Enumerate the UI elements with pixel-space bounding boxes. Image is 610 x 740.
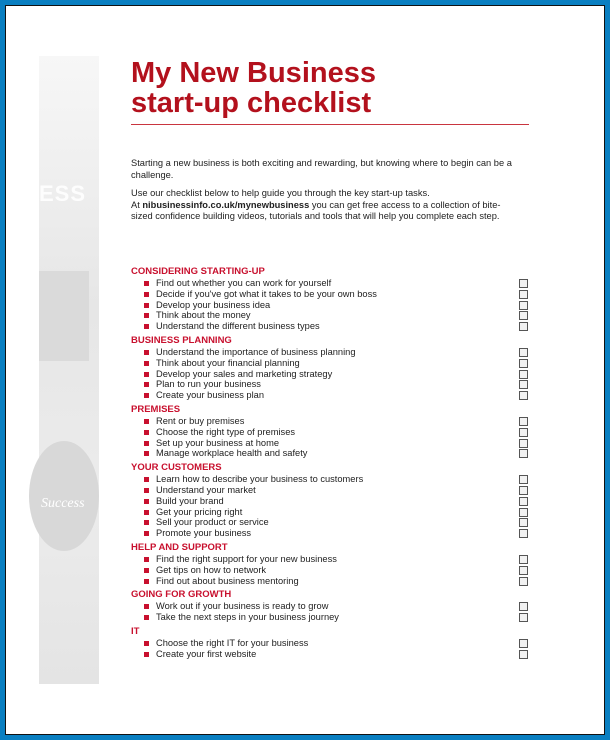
checklist-item <box>131 612 531 623</box>
checkbox[interactable] <box>519 639 528 648</box>
checklist-item-label: Manage workplace health and safety <box>156 448 308 459</box>
title-line-1: My New Business <box>131 57 376 89</box>
section-heading: PREMISES <box>131 403 181 415</box>
checklist-item-label: Take the next steps in your business journey <box>156 612 339 623</box>
checklist-item-label: Develop your business idea <box>156 299 271 310</box>
checklist-item <box>131 638 531 649</box>
checklist <box>131 263 531 660</box>
bullet-icon <box>144 557 149 562</box>
bullet-icon <box>144 313 149 318</box>
checkbox[interactable] <box>519 439 528 448</box>
checklist-item <box>131 321 531 332</box>
bullet-icon <box>144 531 149 536</box>
checklist-item <box>131 649 531 660</box>
checklist-item <box>131 358 531 369</box>
checklist-item-label: Find out whether you can work for yourself <box>156 278 332 288</box>
checklist-item-label: Think about your financial planning <box>156 357 300 368</box>
checklist-item <box>131 347 531 358</box>
checkbox[interactable] <box>519 380 528 389</box>
checklist-item <box>131 427 531 438</box>
section-heading: IT <box>131 625 140 637</box>
checklist-item <box>131 310 531 321</box>
bullet-icon <box>144 499 149 504</box>
checklist-item-label: Set up your business at home <box>156 437 279 448</box>
checkbox[interactable] <box>519 417 528 426</box>
bullet-icon <box>144 281 149 286</box>
bullet-icon <box>144 615 149 620</box>
shop-illustration <box>39 271 89 361</box>
checkbox[interactable] <box>519 486 528 495</box>
checklist-item <box>131 507 531 518</box>
checklist-item <box>131 576 531 587</box>
bullet-icon <box>144 393 149 398</box>
bullet-icon <box>144 652 149 657</box>
intro-sentence: Use our checklist below to help guide you through the key start-up tasks. <box>131 188 430 198</box>
section-heading: YOUR CUSTOMERS <box>131 462 222 474</box>
checklist-item-label: Learn how to describe your business to customers <box>156 474 364 485</box>
checkbox[interactable] <box>519 449 528 458</box>
bullet-icon <box>144 324 149 329</box>
checkbox[interactable] <box>519 497 528 506</box>
checklist-item-label: Create your first website <box>156 648 257 659</box>
checklist-item-label: Create your business plan <box>156 390 265 401</box>
checklist-item <box>131 528 531 539</box>
bullet-icon <box>144 520 149 525</box>
checkbox[interactable] <box>519 555 528 564</box>
checkbox[interactable] <box>519 311 528 320</box>
bullet-icon <box>144 361 149 366</box>
section-heading: GOING FOR GROWTH <box>131 589 232 601</box>
checklist-item <box>131 278 531 289</box>
checklist-item <box>131 496 531 507</box>
checklist-item <box>131 438 531 449</box>
checkbox[interactable] <box>519 428 528 437</box>
decor-text: Success <box>41 496 85 511</box>
checklist-item-label: Sell your product or service <box>156 517 269 528</box>
checklist-item-label: Rent or buy premises <box>156 415 245 426</box>
page-title <box>131 58 376 118</box>
bullet-icon <box>144 488 149 493</box>
checkbox[interactable] <box>519 290 528 299</box>
checkbox[interactable] <box>519 650 528 659</box>
checklist-item-label: Think about the money <box>156 310 251 321</box>
checkbox[interactable] <box>519 602 528 611</box>
checkbox[interactable] <box>519 566 528 575</box>
intro-text <box>131 158 521 230</box>
bullet-icon <box>144 477 149 482</box>
website-link[interactable]: nibusinessinfo.co.uk/mynewbusiness <box>142 199 310 210</box>
checklist-item-label: Develop your sales and marketing strategy <box>156 368 333 379</box>
checkbox[interactable] <box>519 391 528 400</box>
intro-sentence: you can get free access to a collection of bite-sized confidence building videos, tutorials and tools that will help you complete each step. <box>131 199 501 221</box>
title-divider <box>131 124 529 125</box>
checklist-item-label: Understand the importance of business planning <box>156 346 356 357</box>
bullet-icon <box>144 604 149 609</box>
checkbox[interactable] <box>519 518 528 527</box>
bullet-icon <box>144 372 149 377</box>
intro-paragraph <box>131 188 521 223</box>
checklist-item <box>131 517 531 528</box>
checklist-item-label: Understand the different business types <box>156 321 320 332</box>
bullet-icon <box>144 430 149 435</box>
checklist-item-label: Work out if your business is ready to grow <box>156 601 329 612</box>
checklist-item-label: Build your brand <box>156 495 224 506</box>
checklist-item <box>131 379 531 390</box>
section-heading: CONSIDERING STARTING-UP <box>131 266 265 277</box>
checklist-item <box>131 565 531 576</box>
checklist-item <box>131 485 531 496</box>
document-page <box>5 5 605 735</box>
intro-sentence: At <box>131 199 143 210</box>
checkbox[interactable] <box>519 359 528 368</box>
checklist-item-label: Get your pricing right <box>156 506 243 517</box>
section-heading: HELP AND SUPPORT <box>131 541 228 553</box>
bullet-icon <box>144 350 149 355</box>
checklist-item <box>131 554 531 565</box>
checkbox[interactable] <box>519 370 528 379</box>
checklist-item-label: Find the right support for your new business <box>156 553 337 564</box>
checklist-item-label: Plan to run your business <box>156 379 261 390</box>
checkbox[interactable] <box>519 322 528 331</box>
bullet-icon <box>144 510 149 515</box>
checkbox[interactable] <box>519 279 528 288</box>
checklist-item-label: Choose the right IT for your business <box>156 637 309 648</box>
checklist-item-label: Choose the right type of premises <box>156 426 296 437</box>
bullet-icon <box>144 568 149 573</box>
bullet-icon <box>144 579 149 584</box>
checkbox[interactable] <box>519 577 528 586</box>
checklist-item-label: Get tips on how to network <box>156 564 267 575</box>
checklist-item-label: Promote your business <box>156 528 252 539</box>
checklist-item <box>131 416 531 427</box>
bullet-icon <box>144 382 149 387</box>
checklist-item <box>131 289 531 300</box>
checkbox[interactable] <box>519 613 528 622</box>
checklist-item <box>131 601 531 612</box>
bullet-icon <box>144 441 149 446</box>
checklist-item <box>131 474 531 485</box>
bullet-icon <box>144 303 149 308</box>
title-line-2: start-up checklist <box>131 87 372 119</box>
bullet-icon <box>144 419 149 424</box>
checklist-item <box>131 369 531 380</box>
checkbox[interactable] <box>519 348 528 357</box>
checklist-item-label: Understand your market <box>156 484 256 495</box>
checklist-item <box>131 300 531 311</box>
decor-text: ESS <box>39 181 87 206</box>
checklist-item-label: Find out about business mentoring <box>156 575 299 586</box>
decorative-side-strip <box>39 56 99 684</box>
checkbox[interactable] <box>519 508 528 517</box>
checklist-item <box>131 448 531 459</box>
checkbox[interactable] <box>519 529 528 538</box>
checkbox[interactable] <box>519 301 528 310</box>
checklist-item-label: Decide if you've got what it takes to be your own boss <box>156 288 377 299</box>
bullet-icon <box>144 451 149 456</box>
intro-paragraph: Starting a new business is both exciting and rewarding, but knowing where to begin can be a challenge. <box>131 158 512 180</box>
bullet-icon <box>144 641 149 646</box>
checkbox[interactable] <box>519 475 528 484</box>
checklist-item <box>131 390 531 401</box>
bullet-icon <box>144 292 149 297</box>
section-heading: BUSINESS PLANNING <box>131 334 232 346</box>
